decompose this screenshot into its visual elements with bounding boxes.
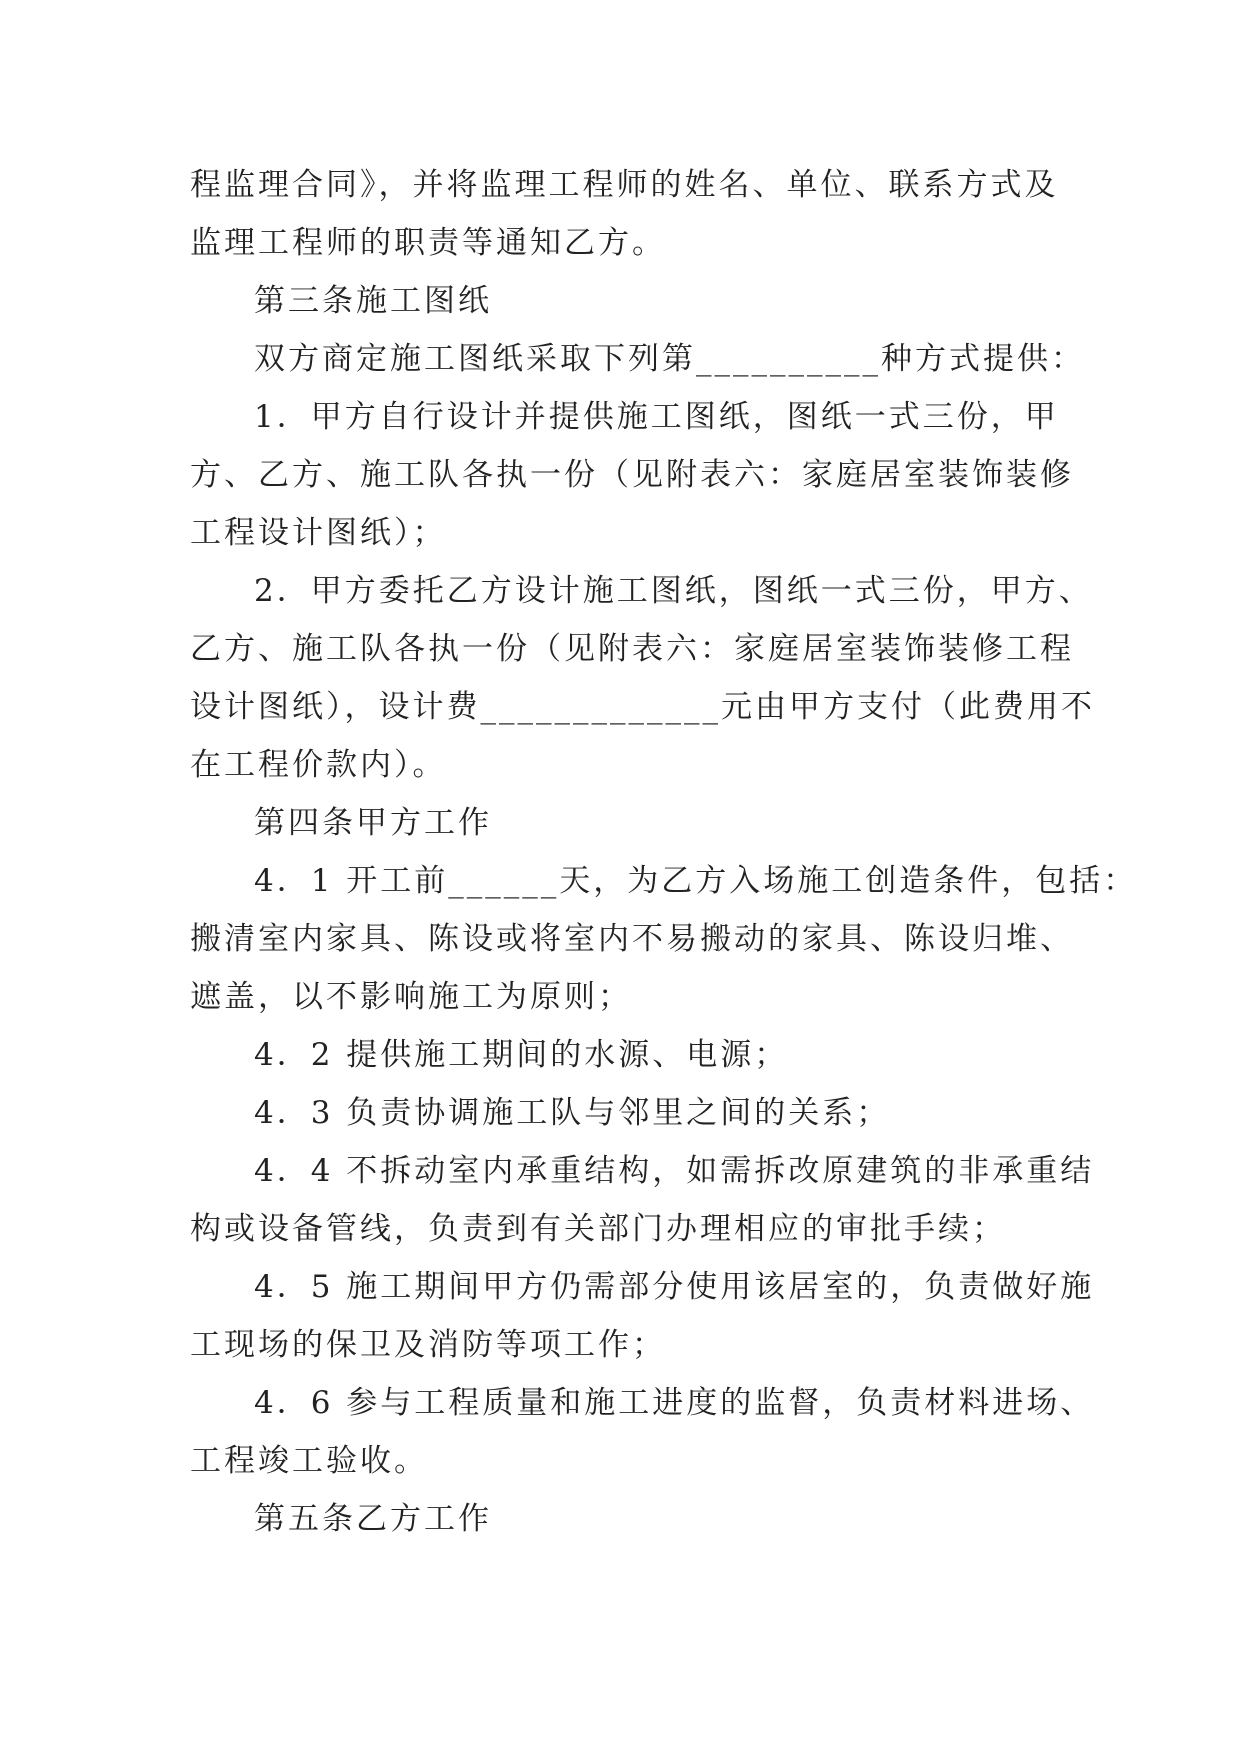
text-line: 4．4 不拆动室内承重结构，如需拆改原建筑的非承重结 xyxy=(254,1153,1095,1189)
text-line: 1．甲方自行设计并提供施工图纸，图纸一式三份，甲 xyxy=(254,399,1059,435)
text-line: 在工程价款内）。 xyxy=(190,747,447,783)
text-line: 监理工程师的职责等通知乙方。 xyxy=(190,225,666,261)
text-line: 4．6 参与工程质量和施工进度的监督，负责材料进场、 xyxy=(254,1385,1095,1421)
section-heading: 第五条乙方工作 xyxy=(254,1501,492,1537)
text-line: 乙方、施工队各执一份（见附表六：家庭居室装饰装修工程 xyxy=(190,631,1074,667)
contract-text xyxy=(190,156,1138,1548)
section-heading: 第四条甲方工作 xyxy=(254,805,492,841)
text-line: 遮盖，以不影响施工为原则； xyxy=(190,979,632,1015)
text-line: 4．5 施工期间甲方仍需部分使用该居室的，负责做好施 xyxy=(254,1269,1095,1305)
text-line: 设计图纸），设计费_____________元由甲方支付（此费用不 xyxy=(190,689,1095,725)
section-heading: 第三条施工图纸 xyxy=(254,283,492,319)
text-line: 方、乙方、施工队各执一份（见附表六：家庭居室装饰装修 xyxy=(190,457,1074,493)
text-line: 4．2 提供施工期间的水源、电源； xyxy=(254,1037,789,1073)
text-line: 双方商定施工图纸采取下列第__________种方式提供： xyxy=(254,341,1085,377)
text-line: 工程设计图纸）； xyxy=(190,515,447,551)
text-line: 4．3 负责协调施工队与邻里之间的关系； xyxy=(254,1095,891,1131)
text-line: 4．1 开工前______天，为乙方入场施工创造条件，包括： xyxy=(254,863,1138,899)
text-line: 工程竣工验收。 xyxy=(190,1443,428,1479)
text-line: 搬清室内家具、陈设或将室内不易搬动的家具、陈设归堆、 xyxy=(190,921,1074,957)
text-line: 2．甲方委托乙方设计施工图纸，图纸一式三份，甲方、 xyxy=(254,573,1093,609)
text-line: 工现场的保卫及消防等项工作； xyxy=(190,1327,666,1363)
text-line: 构或设备管线，负责到有关部门办理相应的审批手续； xyxy=(190,1211,1006,1247)
text-line: 程监理合同》，并将监理工程师的姓名、单位、联系方式及 xyxy=(190,167,1059,203)
